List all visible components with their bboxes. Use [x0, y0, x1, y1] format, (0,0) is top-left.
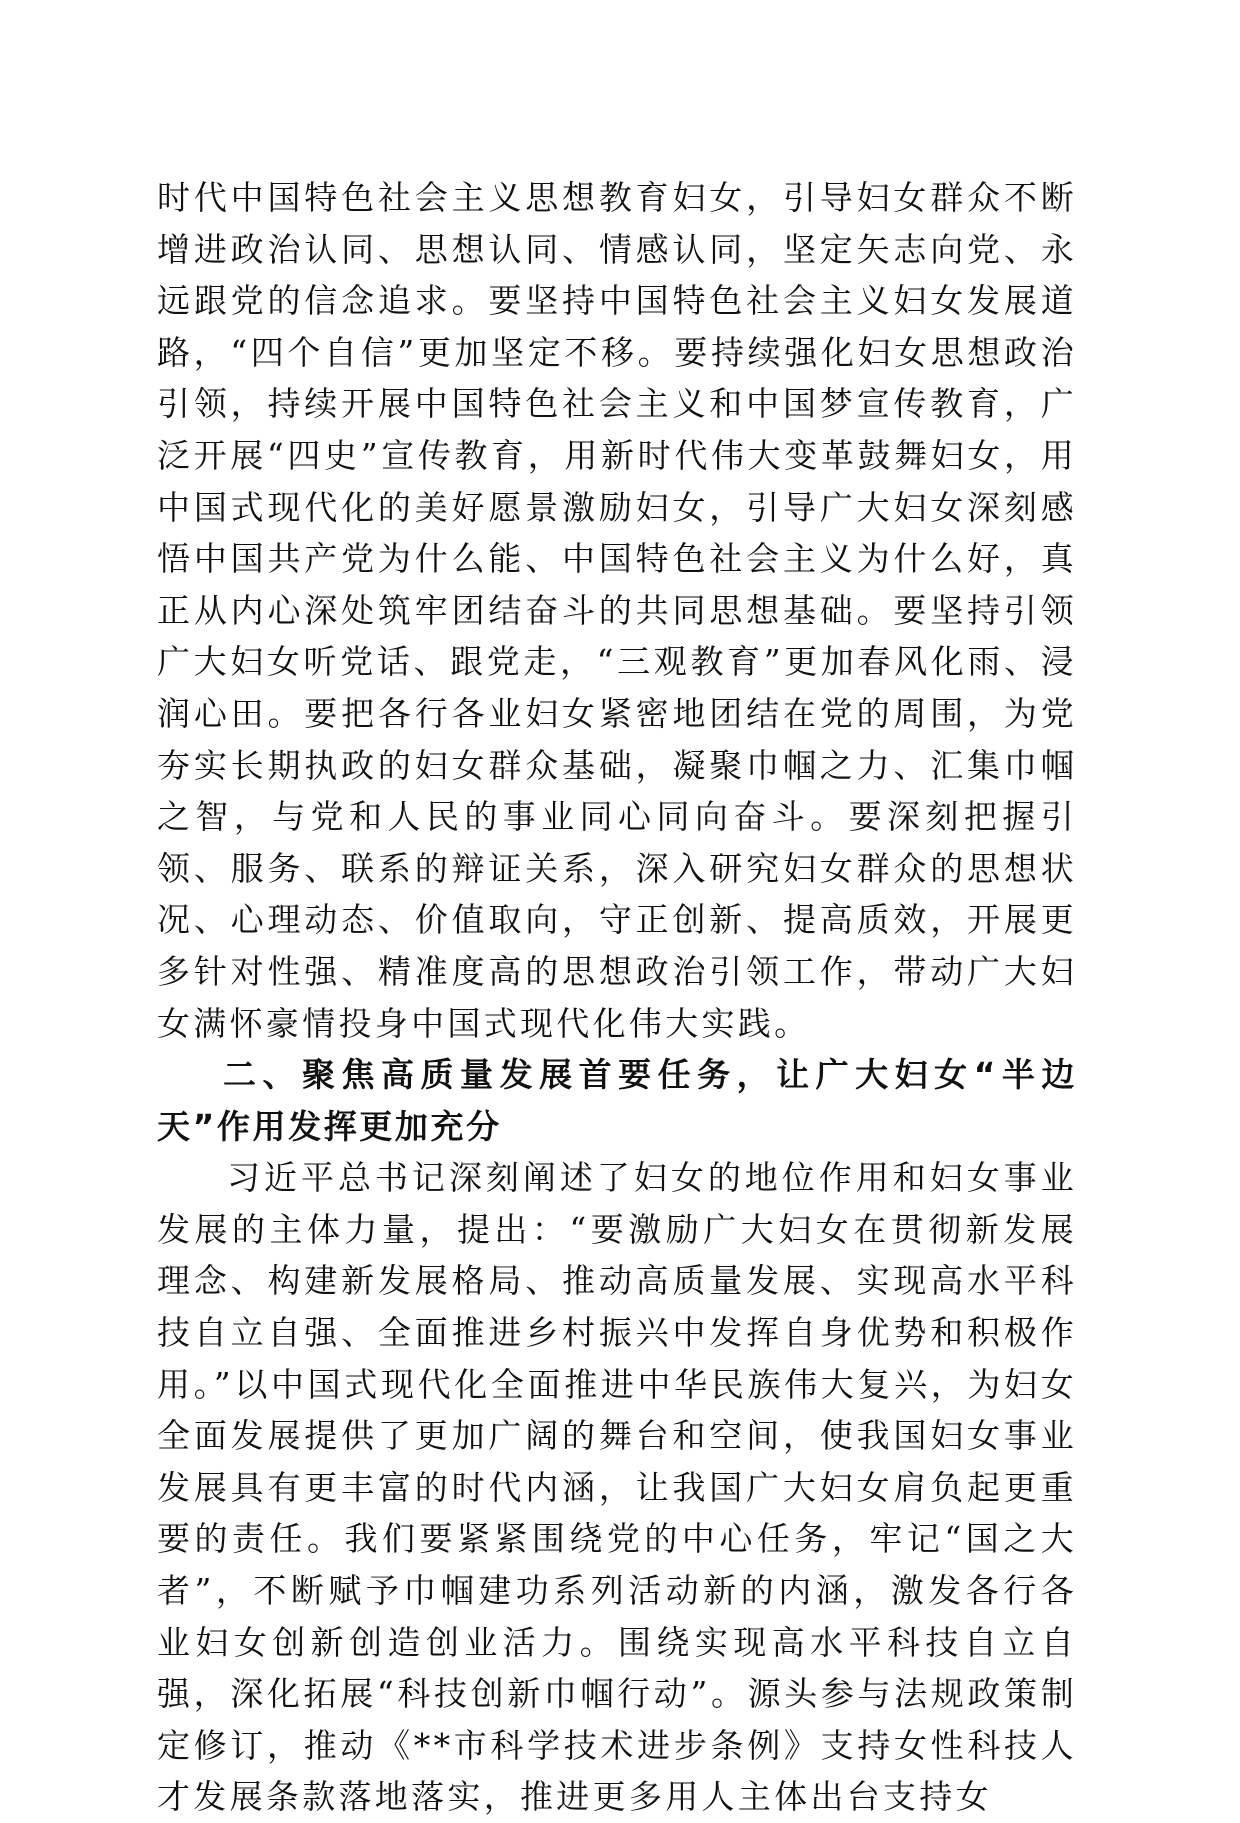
document-page [157, 172, 1077, 1823]
body-paragraph-continued: 时代中国特色社会主义思想教育妇女，引导妇女群众不断增进政治认同、思想认同、情感认同，坚定矢志向党、永远跟党的信念追求。要坚持中国特色社会主义妇女发展道路，“四个自信”更加坚定不移。要持续强化妇女思想政治引领，持续开展中国特色社会主义和中国梦宣传教育，广泛开展“四史”宣传教育，用新时代伟大变革鼓舞妇女，用中国式现代化的美好愿景激励妇女，引导广大妇女深刻感悟中国共产党为什么能、中国特色社会主义为什么好，真正从内心深处筑牢团结奋斗的共同思想基础。要坚持引领广大妇女听党话、跟党走，“三观教育”更加春风化雨、浸润心田。要把各行各业妇女紧密地团结在党的周围，为党夯实长期执政的妇女群众基础，凝聚巾帼之力、汇集巾帼之智，与党和人民的事业同心同向奋斗。要深刻把握引领、服务、联系的辩证关系，深入研究妇女群众的思想状况、心理动态、价值取向，守正创新、提高质效，开展更多针对性强、精准度高的思想政治引领工作，带动广大妇女满怀豪情投身中国式现代化伟大实践。 [157, 178, 1077, 1043]
section-heading: 二、聚焦高质量发展首要任务，让广大妇女“半边天”作用发挥更加充分 [157, 1055, 1077, 1146]
body-paragraph: 习近平总书记深刻阐述了妇女的地位作用和妇女事业发展的主体力量，提出：“要激励广大妇女在贯彻新发展理念、构建新发展格局、推动高质量发展、实现高水平科技自立自强、全面推进乡村振兴中发挥自身优势和积极作用。”以中国式现代化全面推进中华民族伟大复兴，为妇女全面发展提供了更加广阔的舞台和空间，使我国妇女事业发展具有更丰富的时代内涵，让我国广大妇女肩负起更重要的责任。我们要紧紧围绕党的中心任务，牢记“国之大者”，不断赋予巾帼建功系列活动新的内涵，激发各行各业妇女创新创造创业活力。围绕实现高水平科技自立自强，深化拓展“科技创新巾帼行动”。源头参与法规政策制定修订，推动《**市科学技术进步条例》支持女性科技人才发展条款落地落实，推进更多用人主体出台支持女 [157, 1158, 1077, 1817]
